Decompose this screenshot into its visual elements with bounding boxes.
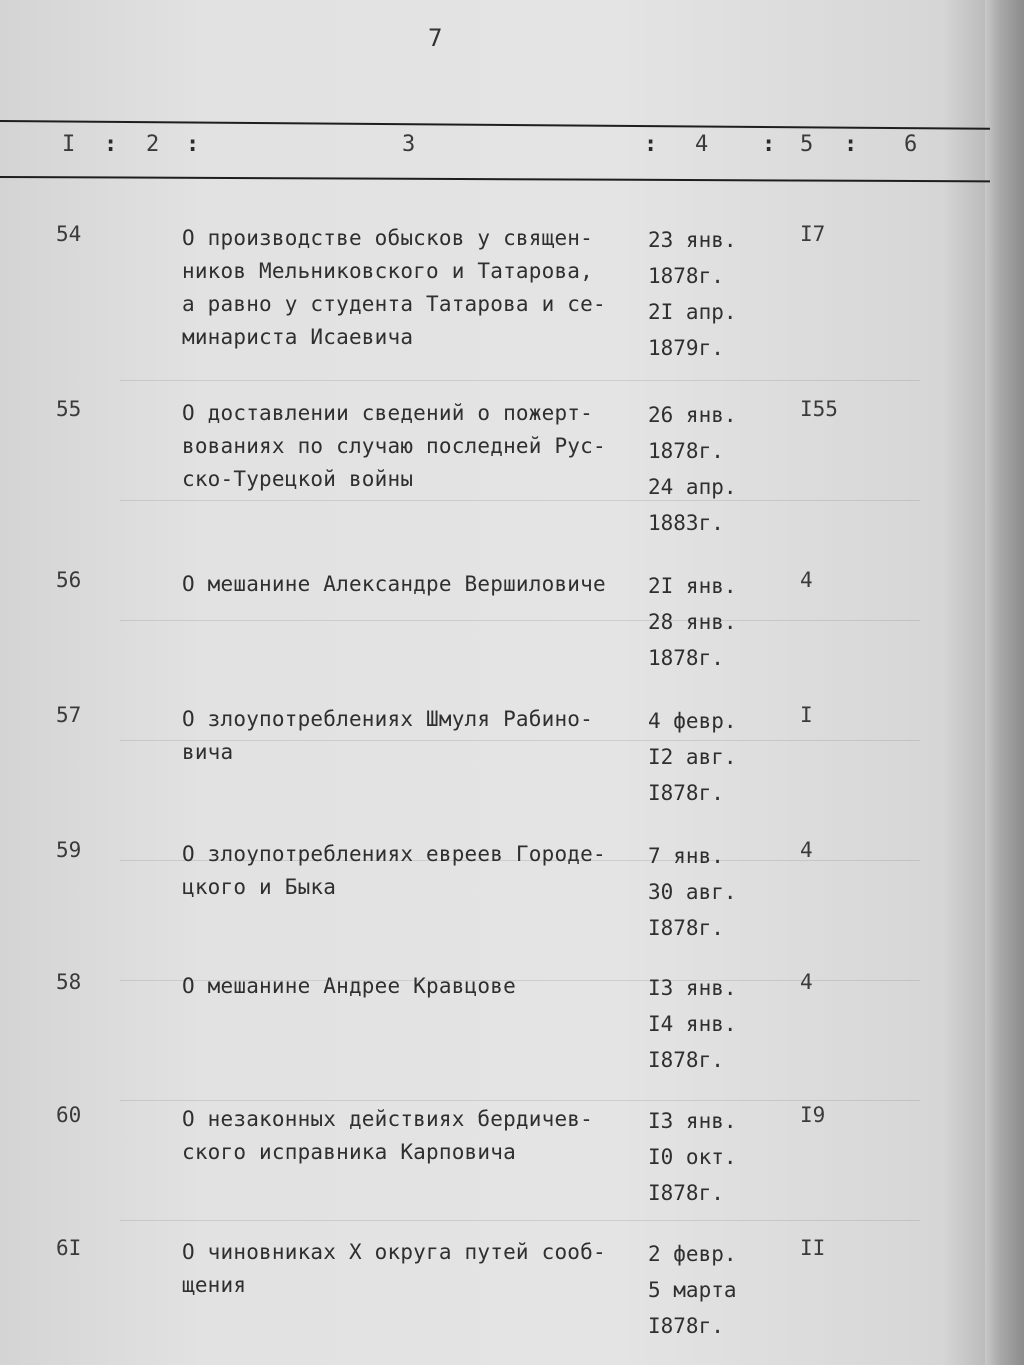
- case-title: О доставлении сведений о пожерт- вованиях по случаю последней Рус- ско-Турецкой войны: [182, 401, 606, 491]
- case-number: 56: [56, 568, 82, 592]
- date-line: 4 февр.: [648, 709, 737, 733]
- date-line: I878г.: [648, 916, 724, 940]
- column-separator: :: [644, 132, 658, 157]
- column-header-1: I: [62, 132, 76, 157]
- sheet-count: I: [800, 703, 813, 727]
- sheet-count: 4: [800, 970, 813, 994]
- date-line: I2 авг.: [648, 745, 737, 769]
- case-title: О злоупотреблениях евреев Городе- цкого и Быка: [182, 842, 606, 899]
- column-separator: :: [186, 132, 200, 157]
- date-line: I0 окт.: [648, 1145, 737, 1169]
- column-header-5: 5: [800, 132, 814, 157]
- case-dates: [648, 838, 758, 946]
- header-bottom-rule: [0, 176, 990, 182]
- date-line: I878г.: [648, 1048, 724, 1072]
- case-number: 57: [56, 703, 82, 727]
- case-number: 60: [56, 1103, 82, 1127]
- show-through-line: [120, 380, 920, 381]
- date-line: I878г.: [648, 781, 724, 805]
- sheet-count: 4: [800, 838, 813, 862]
- date-line: I878г.: [648, 1181, 724, 1205]
- case-dates: [648, 222, 758, 366]
- case-title: О незаконных действиях бердичев- ского исправника Карповича: [182, 1107, 593, 1164]
- date-line: 1879г.: [648, 336, 724, 360]
- date-line: I3 янв.: [648, 1109, 737, 1133]
- date-line: 28 янв.: [648, 610, 737, 634]
- case-number: 6I: [56, 1236, 82, 1260]
- case-number: 54: [56, 222, 82, 246]
- case-dates: [648, 1236, 758, 1344]
- case-dates: [648, 970, 758, 1078]
- date-line: 5 марта: [648, 1278, 737, 1302]
- show-through-line: [120, 1220, 920, 1221]
- show-through-line: [120, 620, 920, 621]
- date-line: 1878г.: [648, 439, 724, 463]
- date-line: 7 янв.: [648, 844, 724, 868]
- case-title: О мешанине Александре Вершиловиче: [182, 572, 606, 596]
- column-header-2: 2: [146, 132, 160, 157]
- date-line: 26 янв.: [648, 403, 737, 427]
- case-dates: [648, 397, 758, 541]
- date-line: 30 авг.: [648, 880, 737, 904]
- case-dates: [648, 1103, 758, 1211]
- header-top-rule: [0, 120, 990, 130]
- column-separator: :: [104, 132, 118, 157]
- column-header-3: 3: [402, 132, 416, 157]
- sheet-count: II: [800, 1236, 826, 1260]
- date-line: 1878г.: [648, 264, 724, 288]
- case-number: 58: [56, 970, 82, 994]
- case-dates: [648, 568, 758, 676]
- show-through-line: [120, 1100, 920, 1101]
- case-title: О производстве обысков у священ- ников Мельниковского и Татарова, а равно у студента Татарова и се- минариста Исаевича: [182, 226, 606, 349]
- column-separator: :: [762, 132, 776, 157]
- date-line: 2I янв.: [648, 574, 737, 598]
- column-separator: :: [844, 132, 858, 157]
- sheet-count: I55: [800, 397, 838, 421]
- date-line: 2 февр.: [648, 1242, 737, 1266]
- sheet-count: 4: [800, 568, 813, 592]
- page-edge: [985, 0, 1024, 1365]
- case-number: 55: [56, 397, 82, 421]
- date-line: 2I апр.: [648, 300, 737, 324]
- date-line: 23 янв.: [648, 228, 737, 252]
- case-title: О злоупотреблениях Шмуля Рабино- вича: [182, 707, 593, 764]
- date-line: 1878г.: [648, 646, 724, 670]
- sheet-count: I9: [800, 1103, 826, 1127]
- date-line: I878г.: [648, 1314, 724, 1338]
- date-line: 1883г.: [648, 511, 724, 535]
- case-title: О мешанине Андрее Кравцове: [182, 974, 516, 998]
- case-title: О чиновниках Х округа путей сооб- щения: [182, 1240, 606, 1297]
- date-line: I3 янв.: [648, 976, 737, 1000]
- case-number: 59: [56, 838, 82, 862]
- sheet-count: I7: [800, 222, 826, 246]
- page-number: 7: [428, 24, 443, 52]
- case-dates: [648, 703, 758, 811]
- show-through-line: [120, 500, 920, 501]
- date-line: 24 апр.: [648, 475, 737, 499]
- column-header-4: 4: [695, 132, 709, 157]
- column-header-6: 6: [904, 132, 918, 157]
- date-line: I4 янв.: [648, 1012, 737, 1036]
